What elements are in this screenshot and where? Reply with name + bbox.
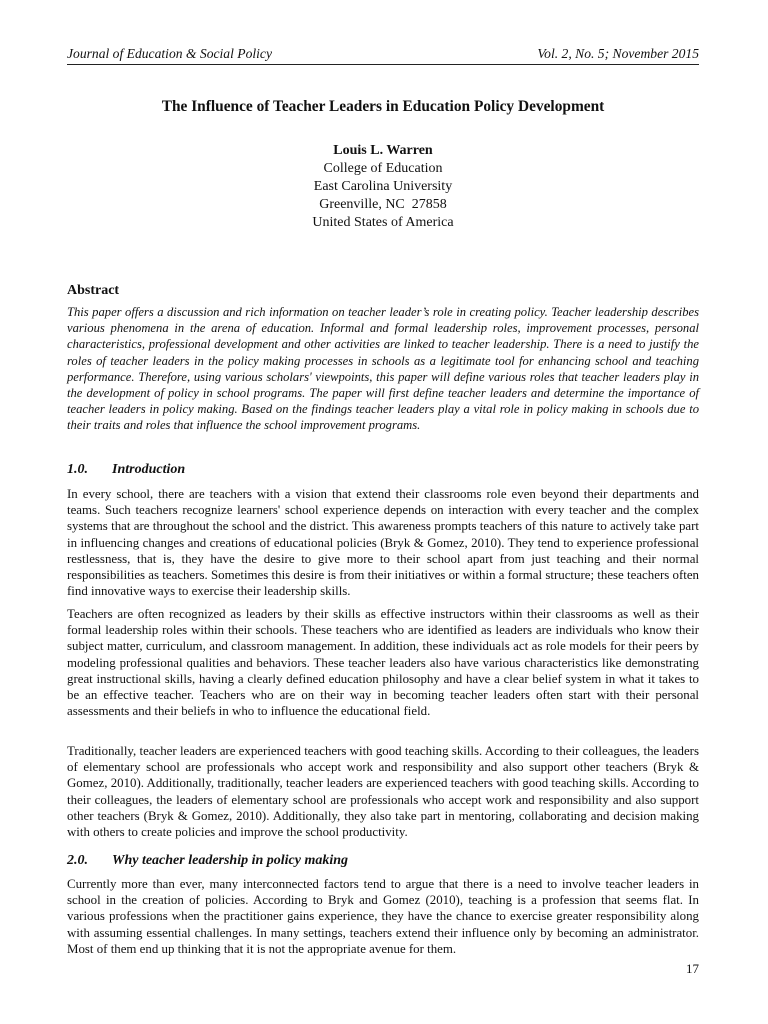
section-heading-teacher-leadership [67, 852, 348, 869]
page-number: 17 [686, 961, 699, 976]
author-block [67, 142, 699, 232]
abstract-heading: Abstract [67, 283, 120, 298]
paragraph: In every school, there are teachers with a vision that extend their classrooms role even beyond their departments and teams. Such teachers recognize learners' school experience depends on interaction with every teacher and the complex systems that are throughout the school and the district. This awareness prompts teachers of this nature to actively take part in influencing changes and creations of educational policies (Bryk & Gomez, 2010). They tend to experience professional restlessness, that is, they have the desire to give more to their school apart from just teaching and their normal responsibilities as teachers. Sometimes this desire is from their initiatives or within a formal structure; these teachers often find innovative ways to exercise their leadership skills. [67, 487, 699, 599]
section-number: 1.0. [67, 462, 88, 477]
author-country: United States of America [312, 215, 454, 230]
section-heading-introduction [67, 461, 185, 478]
running-header [67, 46, 699, 65]
section-title: Why teacher leadership in policy making [112, 853, 349, 868]
section-title: Introduction [112, 462, 186, 477]
author-college: College of Education [323, 161, 443, 176]
paragraph: Traditionally, teacher leaders are experienced teachers with good teaching skills. According to their colleagues, the leaders of elementary school are professionals who accept work and responsibility and also support other teachers (Bryk & Gomez, 2010). Additionally, traditionally, teacher leaders are experienced teachers with good teaching skills. According to their colleagues, the leaders of elementary school are professionals who accept work and responsibility and also support other teachers (Bryk & Gomez, 2010). Additionally, they also take part in mentoring, collaborating and decision making with others to create policies and improve the school productivity. [67, 744, 699, 840]
author-university: East Carolina University [313, 179, 453, 194]
author-city: Greenville, NC 27858 [319, 197, 447, 212]
issue-info: Vol. 2, No. 5; November 2015 [537, 46, 699, 61]
journal-name: Journal of Education & Social Policy [67, 46, 273, 61]
paragraph: Teachers are often recognized as leaders by their skills as effective instructors within their classrooms as well as their formal leadership roles within their schools. These teachers who are identified as leaders are individuals who know their subject matter, curriculum, and classroom management. In addition, these individuals act as role models for their peers by modeling professional qualities and behaviors. These teacher leaders also have various characteristics like demonstrating great instructional skills, having a clearly defined education philosophy and have a clear belief system in what it takes to be an effective teacher. Teachers who are on their way in becoming teacher leaders often start with their personal assessments and their beliefs in who to influence the educational field. [67, 607, 699, 719]
section-number: 2.0. [67, 853, 88, 868]
abstract-text: This paper offers a discussion and rich information on teacher leader’s role in creating policy. Teacher leadership describes various phenomena in the arena of education. Informal and formal leadership roles, improvement processes, personal characteristics, professional development and other activities are linked to teacher leadership. There is a need to justify the roles of teacher leaders in the policy making processes in schools as a legitimate tool for enhancing school and teaching performance. Therefore, using various scholars' viewpoints, this paper will define various roles that teacher leaders play in the development of policy in school programs. The paper will first define teacher leaders and determine the importance of teacher leaders in policy making. Based on the findings teacher leaders play a vital role in policy making in schools due to their traits and roles that influence the school improvement programs. [67, 305, 699, 433]
author-name: Louis L. Warren [333, 143, 433, 158]
paragraph: Currently more than ever, many interconnected factors tend to argue that there is a need to involve teacher leaders in school in the creation of policies. According to Bryk and Gomez (2010), teaching is a profession that seems flat. In various professions when the practitioner gains experience, they have the chance to exercise greater responsibility along with assuming essential challenges. In many settings, teachers extend their influence only by becoming an administrator. Most of them end up thinking that it is not the appropriate avenue for them. [67, 877, 699, 956]
paper-title: The Influence of Teacher Leaders in Education Policy Development [161, 98, 605, 115]
